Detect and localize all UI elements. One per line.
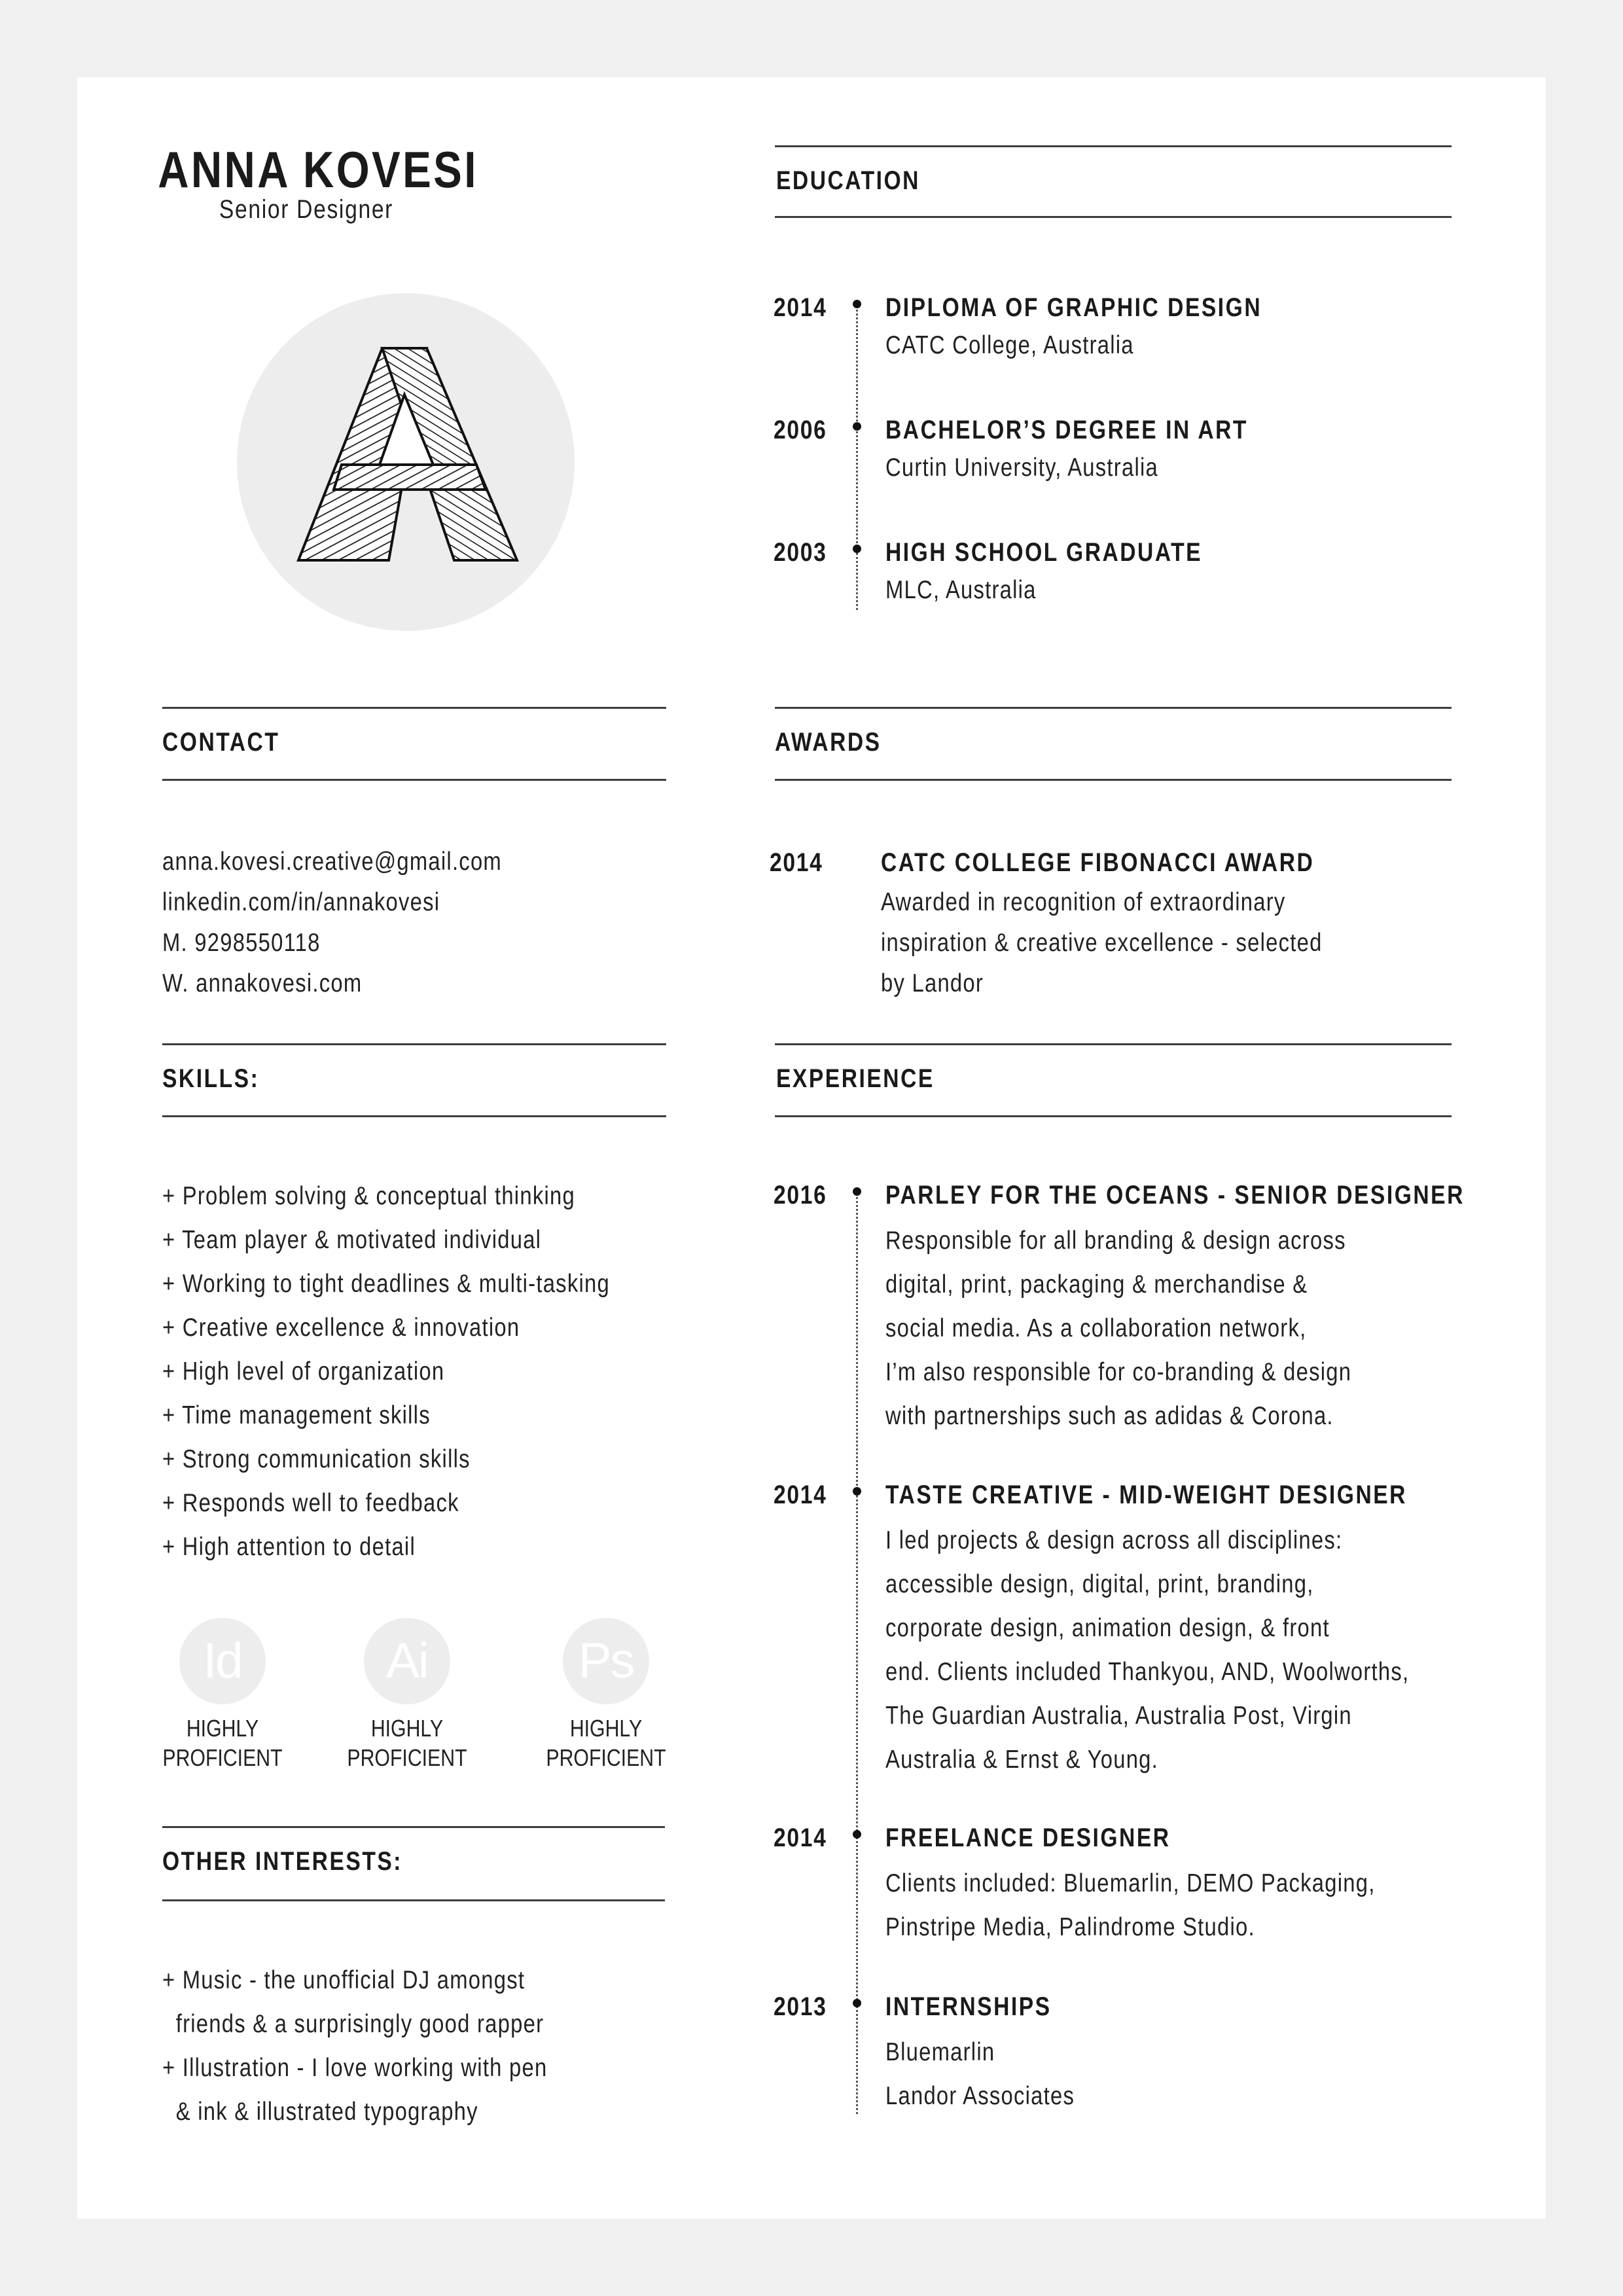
experience-year: 2014 (774, 1823, 827, 1852)
experience-role: FREELANCE DESIGNER (885, 1823, 1171, 1852)
illustrator-icon: Ai (364, 1618, 450, 1704)
experience-year: 2016 (774, 1181, 827, 1210)
skill-item: + Creative excellence & innovation (162, 1314, 520, 1342)
timeline-dot (853, 1487, 861, 1496)
skill-item: + High attention to detail (162, 1533, 416, 1561)
education-degree: BACHELOR’S DEGREE IN ART (885, 416, 1248, 444)
skills-rule-bottom (162, 1115, 666, 1117)
award-year: 2014 (770, 848, 823, 877)
illustrator-level-line2: PROFICIENT (347, 1744, 467, 1771)
timeline-dot (853, 300, 861, 308)
education-degree: HIGH SCHOOL GRADUATE (885, 538, 1203, 567)
skill-item: + Team player & motivated individual (162, 1226, 542, 1254)
experience-year: 2014 (774, 1480, 827, 1509)
skill-item: + Strong communication skills (162, 1445, 471, 1473)
award-description-line: by Landor (881, 969, 984, 997)
skills-title: SKILLS: (162, 1064, 260, 1093)
indesign-icon: Id (179, 1618, 266, 1704)
experience-line: I’m also responsible for co-branding & design (885, 1358, 1352, 1386)
resume-page (77, 77, 1546, 2219)
experience-line: Landor Associates (885, 2082, 1075, 2110)
education-degree: DIPLOMA OF GRAPHIC DESIGN (885, 293, 1262, 322)
award-title: CATC COLLEGE FIBONACCI AWARD (881, 848, 1315, 877)
experience-line: Responsible for all branding & design across (885, 1227, 1346, 1255)
timeline-dot (853, 1187, 861, 1196)
contact-linkedin[interactable]: linkedin.com/in/annakovesi (162, 888, 440, 916)
experience-line: with partnerships such as adidas & Corona. (885, 1402, 1334, 1430)
experience-timeline (856, 1190, 858, 2114)
experience-line: I led projects & design across all disciplines: (885, 1526, 1343, 1554)
interest-line: + Illustration - I love working with pen (162, 2054, 548, 2082)
skills-rule-top (162, 1043, 666, 1045)
skill-item: + Time management skills (162, 1401, 431, 1429)
education-timeline (856, 302, 858, 610)
interest-line: + Music - the unofficial DJ amongst (162, 1966, 526, 1994)
education-year: 2006 (774, 416, 827, 444)
interest-line: & ink & illustrated typography (162, 2098, 478, 2126)
experience-line: Bluemarlin (885, 2038, 995, 2066)
experience-role: INTERNSHIPS (885, 1992, 1052, 2021)
experience-line: The Guardian Australia, Australia Post, Virgin (885, 1702, 1352, 1730)
education-title: EDUCATION (776, 166, 920, 195)
contact-mobile: M. 9298550118 (162, 929, 321, 957)
experience-line: accessible design, digital, print, branding, (885, 1570, 1314, 1598)
skill-item: + High level of organization (162, 1357, 445, 1386)
award-description-line: Awarded in recognition of extraordinary (881, 888, 1286, 916)
contact-title: CONTACT (162, 728, 280, 757)
experience-line: digital, print, packaging & merchandise & (885, 1270, 1308, 1299)
education-school: CATC College, Australia (885, 331, 1134, 359)
education-school: Curtin University, Australia (885, 454, 1159, 482)
timeline-dot (853, 545, 861, 553)
photoshop-icon: Ps (563, 1618, 649, 1704)
contact-website[interactable]: W. annakovesi.com (162, 969, 363, 997)
illustrator-level-line1: HIGHLY (370, 1715, 444, 1742)
awards-rule-top (775, 707, 1452, 709)
timeline-dot (853, 1999, 861, 2007)
education-school: MLC, Australia (885, 576, 1037, 604)
role-subtitle: Senior Designer (219, 195, 394, 224)
education-year: 2014 (774, 293, 827, 322)
photoshop-level-line1: HIGHLY (569, 1715, 643, 1742)
experience-rule-top (775, 1043, 1452, 1045)
award-description-line: inspiration & creative excellence - selected (881, 929, 1323, 957)
experience-line: Pinstripe Media, Palindrome Studio. (885, 1913, 1255, 1941)
experience-line: end. Clients included Thankyou, AND, Woolworths, (885, 1658, 1410, 1686)
experience-line: Australia & Ernst & Young. (885, 1746, 1159, 1774)
contact-rule-top (162, 707, 666, 709)
indesign-level-line1: HIGHLY (186, 1715, 259, 1742)
timeline-dot (853, 1830, 861, 1839)
experience-line: social media. As a collaboration network, (885, 1314, 1307, 1342)
experience-role: TASTE CREATIVE - MID-WEIGHT DESIGNER (885, 1480, 1407, 1509)
education-year: 2003 (774, 538, 827, 567)
experience-title: EXPERIENCE (776, 1064, 935, 1093)
awards-rule-bottom (775, 779, 1452, 781)
skill-item: + Responds well to feedback (162, 1489, 459, 1517)
experience-role: PARLEY FOR THE OCEANS - SENIOR DESIGNER (885, 1181, 1465, 1210)
experience-rule-bottom (775, 1115, 1452, 1117)
skill-item: + Problem solving & conceptual thinking (162, 1182, 575, 1210)
name-heading: ANNA KOVESI (158, 141, 478, 198)
experience-line: corporate design, animation design, & front (885, 1614, 1330, 1642)
timeline-dot (853, 422, 861, 431)
interests-rule-bottom (162, 1899, 665, 1901)
monogram-circle (237, 293, 575, 631)
contact-rule-bottom (162, 779, 666, 781)
indesign-level-line2: PROFICIENT (162, 1744, 283, 1771)
photoshop-level-line2: PROFICIENT (546, 1744, 666, 1771)
interest-line: friends & a surprisingly good rapper (162, 2010, 544, 2038)
experience-year: 2013 (774, 1992, 827, 2021)
interests-rule-top (162, 1826, 665, 1828)
interests-title: OTHER INTERESTS: (162, 1847, 403, 1876)
education-rule-top (775, 145, 1452, 147)
skill-item: + Working to tight deadlines & multi-tasking (162, 1270, 610, 1298)
experience-line: Clients included: Bluemarlin, DEMO Packaging, (885, 1869, 1376, 1897)
awards-title: AWARDS (775, 728, 882, 757)
contact-email[interactable]: anna.kovesi.creative@gmail.com (162, 848, 502, 876)
education-rule-bottom (775, 216, 1452, 218)
monogram-a-icon (237, 293, 575, 631)
